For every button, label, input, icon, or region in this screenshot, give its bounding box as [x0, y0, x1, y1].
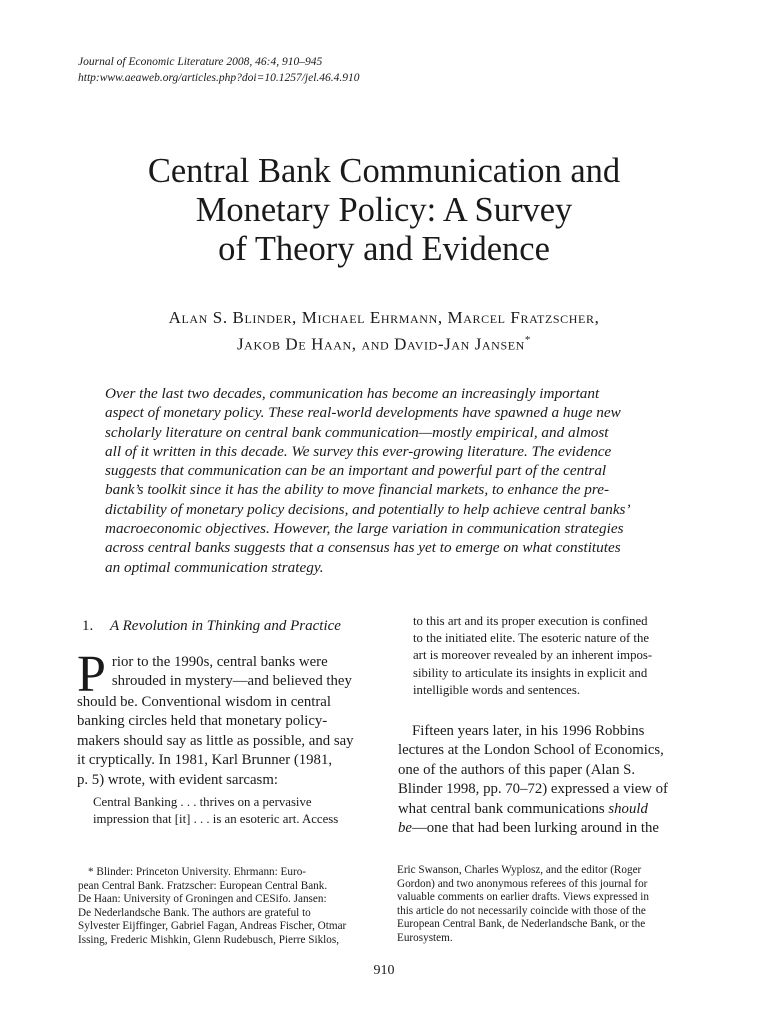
- body-line: banking circles held that monetary policy-: [77, 713, 328, 730]
- emphasis: be: [398, 820, 412, 837]
- body-line: it cryptically. In 1981, Karl Brunner (1981,: [77, 752, 333, 769]
- footnote-line: De Nederlandsche Bank. The authors are grateful to: [78, 906, 311, 919]
- footnote-line: * Blinder: Princeton University. Ehrmann: Euro-: [88, 866, 307, 878]
- body-text-right: [398, 722, 690, 838]
- abstract-line: scholarly literature on central bank communication—mostly empirical, and almost: [105, 423, 609, 441]
- footnote-line: pean Central Bank. Fratzscher: European Central Bank.: [78, 879, 328, 892]
- abstract-line: macroeconomic objectives. However, the large variation in communication strategies: [105, 520, 624, 538]
- body-line: Blinder 1998, pp. 70–72) expressed a view of: [398, 781, 668, 798]
- title-line: of Theory and Evidence: [218, 230, 550, 268]
- body-line: lectures at the London School of Economics,: [398, 742, 664, 759]
- footnote-line: Gordon) and two anonymous referees of this journal for: [397, 877, 648, 890]
- footnote-line: Eurosystem.: [397, 931, 453, 944]
- article-title: [60, 152, 708, 269]
- author-list: [60, 306, 708, 356]
- author-names: Jakob De Haan, and David-Jan Jansen: [236, 334, 525, 354]
- body-text: —one that had been lurking around in the: [411, 820, 659, 837]
- title-line: Monetary Policy: A Survey: [195, 191, 573, 229]
- abstract-line: an optimal communication strategy.: [105, 558, 324, 576]
- footnote-right: [397, 864, 691, 946]
- section-title: A Revolution in Thinking and Practice: [110, 618, 341, 634]
- abstract-line: across central banks suggests that a consensus has yet to emerge on what constitutes: [105, 539, 621, 557]
- drop-cap: P: [77, 646, 106, 703]
- abstract-line: suggests that communication can be an important and powerful part of the central: [105, 462, 607, 480]
- footnote-line: valuable comments on earlier drafts. Views expressed in: [397, 891, 650, 904]
- footnote-line: European Central Bank, de Nederlandsche Bank, or the: [397, 918, 646, 931]
- body-line: [398, 800, 690, 819]
- body-line: p. 5) wrote, with evident sarcasm:: [77, 771, 278, 788]
- body-line: Fifteen years later, in his 1996 Robbins: [412, 723, 645, 739]
- body-text-left: [77, 646, 369, 790]
- quote-line: Central Banking . . . thrives on a pervasive: [93, 795, 312, 809]
- body-line: shrouded in mystery—and believed they: [111, 673, 352, 690]
- footnote-left: [78, 866, 370, 948]
- journal-citation: Journal of Economic Literature 2008, 46:4, 910–945: [78, 56, 323, 68]
- abstract-line: Over the last two decades, communication has become an increasingly important: [105, 385, 600, 402]
- body-line: one of the authors of this paper (Alan S.: [398, 761, 636, 778]
- body-line: rior to the 1990s, central banks were: [111, 654, 328, 670]
- quote-line: intelligible words and sentences.: [413, 682, 581, 697]
- author-footnote-mark: *: [524, 334, 532, 346]
- block-quote-left: [93, 794, 365, 828]
- block-quote-right: [413, 613, 683, 699]
- body-line: should be. Conventional wisdom in central: [77, 694, 331, 710]
- quote-line: sibility to articulate its insights in explicit and: [413, 665, 648, 680]
- body-text: what central bank communications: [398, 800, 609, 817]
- page-number: 910: [373, 963, 395, 978]
- footnote-line: Eric Swanson, Charles Wyplosz, and the editor (Roger: [397, 864, 642, 876]
- footnote-line: Sylvester Eijffinger, Gabriel Fagan, Andreas Fischer, Otmar: [78, 920, 347, 933]
- abstract-line: aspect of monetary policy. These real-world developments have spawned a huge new: [105, 404, 621, 422]
- abstract-line: bank’s toolkit since it has the ability to move financial markets, to enhance the pre-: [105, 481, 610, 499]
- body-line: makers should say as little as possible, and say: [77, 732, 354, 749]
- title-line: Central Bank Communication and: [147, 152, 621, 190]
- footnote-line: this article do not necessarily coincide with those of the: [397, 904, 646, 917]
- quote-line: to the initiated elite. The esoteric nature of the: [413, 631, 650, 646]
- body-line: [398, 819, 690, 838]
- quote-line: to this art and its proper execution is confined: [413, 614, 648, 628]
- quote-line: art is moreover revealed by an inherent impos-: [413, 648, 653, 663]
- footnote-line: Issing, Frederic Mishkin, Glenn Rudebusch, Pierre Siklos,: [78, 933, 340, 946]
- abstract-line: all of it written in this decade. We survey this ever-growing literature. The evidence: [105, 442, 612, 460]
- emphasis: should: [608, 800, 648, 817]
- author-line: Alan S. Blinder, Michael Ehrmann, Marcel Fratzscher,: [168, 308, 600, 327]
- doi-url: http:www.aeaweb.org/articles.php?doi=10.1257/jel.46.4.910: [78, 72, 360, 84]
- section-number: 1.: [82, 618, 94, 634]
- abstract: [105, 384, 665, 577]
- author-line: [60, 329, 708, 356]
- footnote-line: De Haan: University of Groningen and CESifo. Jansen:: [78, 893, 327, 906]
- abstract-line: dictability of monetary policy decisions, and potentially to help achieve central banks’: [105, 500, 631, 518]
- quote-line: impression that [it] . . . is an esoteric art. Access: [93, 812, 339, 827]
- section-heading: [82, 617, 341, 635]
